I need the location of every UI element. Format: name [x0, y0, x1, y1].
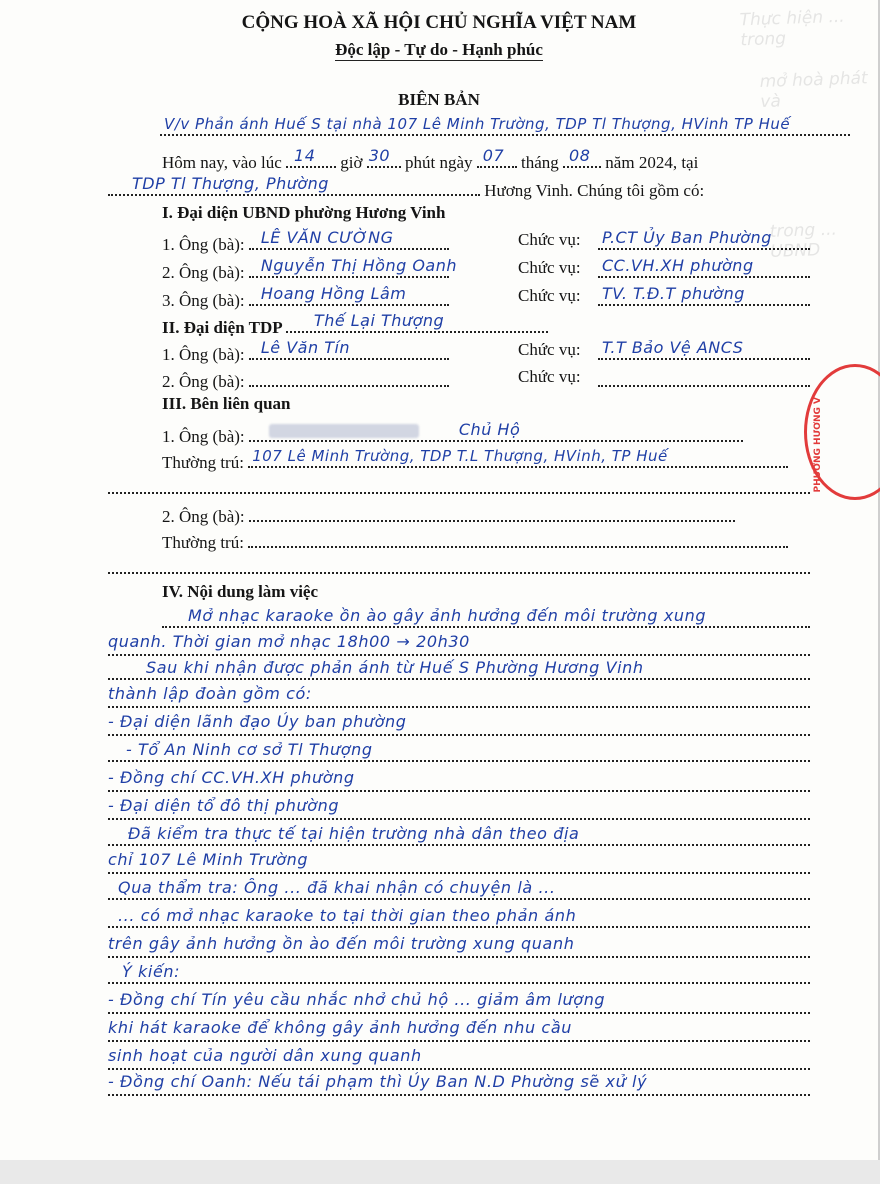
motto: [0, 40, 878, 60]
name-value: Lê Văn Tín: [260, 338, 351, 357]
day-label: tháng: [521, 153, 559, 172]
subject-text: V/v Phản ánh Huế S tại nhà 107 Lê Minh Trường, TDP Tl Thượng, HVinh TP Huế: [164, 115, 791, 133]
section-1-heading: I. Đại diện UBND phường Hương Vinh: [162, 203, 446, 222]
content-line-14: Ý kiến:: [108, 962, 810, 984]
day-field: [477, 148, 517, 168]
subject-field: [160, 116, 850, 136]
section-2-row-2: [162, 367, 812, 392]
party-1-name-suffix: Chủ Hộ: [458, 420, 521, 439]
country-heading: CỘNG HOÀ XÃ HỘI CHỦ NGHĨA VIỆT NAM: [241, 12, 637, 33]
content-line-13: trên gây ảnh hưởng ồn ào đến môi trường xung quanh: [108, 934, 810, 958]
day-value: 07: [482, 146, 505, 165]
hour-field: [286, 148, 336, 168]
month-value: 08: [569, 146, 591, 165]
party-2-address-row: [162, 528, 812, 553]
content-line-16: khi hát karaoke để không gây ảnh hưởng đến nhu cầu: [108, 1018, 810, 1042]
content-line-2: quanh. Thời gian mở nhạc 18h00 → 20h30: [108, 632, 810, 656]
row-prefix: 3. Ông (bà):: [162, 291, 245, 310]
content-line-3: Sau khi nhận được phản ánh từ Huế S Phường Hương Vinh: [108, 658, 810, 680]
name-field: [249, 367, 449, 387]
blank-line: [108, 554, 880, 579]
section-2-heading-text: II. Đại diện TDP: [162, 318, 282, 337]
section-2-row-1: [162, 340, 812, 365]
role-field: [598, 340, 810, 360]
role-field: [598, 286, 810, 306]
role-value: P.CT Ủy Ban Phường: [602, 228, 772, 247]
name-value: LÊ VĂN CƯỜNG: [260, 228, 394, 247]
section-3-heading: III. Bên liên quan: [162, 394, 291, 413]
document-title: BIÊN BẢN: [398, 90, 480, 109]
minute-value: 30: [368, 146, 391, 165]
section-2-heading: [162, 313, 880, 338]
redacted-name: [269, 424, 419, 438]
section-1-row-2: [162, 258, 812, 283]
party-1-name-field: [249, 422, 743, 442]
content-line-15: - Đồng chí Tín yêu cầu nhắc nhở chủ hộ ... giảm âm lượng: [108, 990, 810, 1014]
content-line-1: Mở nhạc karaoke ồn ào gây ảnh hưởng đến môi trường xung: [162, 606, 810, 628]
address-label: Thường trú:: [162, 453, 244, 472]
name-value: Hoang Hồng Lâm: [260, 284, 407, 303]
party-1-row: [162, 422, 782, 447]
blank-line: [108, 474, 880, 499]
place-value: TDP Tl Thượng, Phường: [132, 174, 329, 193]
tdp-field: [286, 313, 548, 333]
row-prefix: 1. Ông (bà):: [162, 345, 245, 364]
role-label: Chức vụ:: [518, 340, 581, 359]
party-2-row: [162, 502, 812, 527]
content-line-7: - Đồng chí CC.VH.XH phường: [108, 768, 810, 792]
section-4-heading: IV. Nội dung làm việc: [162, 582, 319, 601]
hour-label: giờ: [340, 153, 363, 172]
dotted-line: [108, 474, 810, 494]
party-1-address: 107 Lê Minh Trường, TDP T.L Thượng, HVinh, TP Huế: [252, 447, 668, 465]
name-field: [249, 340, 449, 360]
official-seal: [804, 364, 880, 500]
bleed-through-text: mở hoà phát và: [759, 68, 868, 113]
section-1-row-3: [162, 286, 812, 311]
content-line-5: - Đại diện lãnh đạo Ủy ban phường: [108, 712, 810, 736]
role-label: Chức vụ:: [518, 230, 581, 249]
row-prefix: 1. Ông (bà):: [162, 235, 245, 254]
place-field: [108, 176, 480, 196]
party-2-address-field: [248, 528, 788, 548]
row-prefix: 2. Ông (bà):: [162, 507, 245, 526]
role-field: [598, 367, 810, 387]
content-line-4: thành lập đoàn gồm có:: [108, 684, 810, 708]
row-prefix: 2. Ông (bà):: [162, 372, 245, 391]
month-field: [563, 148, 601, 168]
name-value: Nguyễn Thị Hồng Oanh: [260, 256, 458, 275]
role-label: Chức vụ:: [518, 286, 581, 305]
content-line-10: chỉ 107 Lê Minh Trường: [108, 850, 810, 874]
tdp-value: Thế Lại Thượng: [313, 311, 445, 330]
party-2-name-field: [249, 502, 735, 522]
row-prefix: 2. Ông (bà):: [162, 263, 245, 282]
intro-line-1: [162, 148, 832, 173]
content-line-12: ... có mở nhạc karaoke to tại thời gian theo phản ánh: [108, 906, 810, 928]
content-line-9: Đã kiểm tra thực tế tại hiện trường nhà dân theo địa: [108, 824, 810, 846]
dotted-line: [108, 554, 810, 574]
role-value: T.T Bảo Vệ ANCS: [602, 338, 744, 357]
content-line-18: - Đồng chí Oanh: Nếu tái phạm thì Ủy Ban N.D Phường sẽ xử lý: [108, 1072, 810, 1096]
content-line-8: - Đại diện tổ đô thị phường: [108, 796, 810, 820]
role-field: [598, 258, 810, 278]
motto-text: Độc lập - Tự do - Hạnh phúc: [335, 40, 543, 59]
name-field: [249, 256, 458, 278]
role-label: Chức vụ:: [518, 367, 581, 386]
role-label: Chức vụ:: [518, 258, 581, 277]
intro-lead: Hôm nay, vào lúc: [162, 153, 282, 172]
intro-line-2: [108, 176, 778, 201]
content-line-11: Qua thẩm tra: Ông ... đã khai nhận có chuyện là ...: [108, 878, 810, 900]
seal-text: PHƯỜNG HƯƠNG V: [813, 397, 823, 493]
role-value: CC.VH.XH phường: [602, 256, 754, 275]
name-field: [249, 286, 449, 306]
address-label: Thường trú:: [162, 533, 244, 552]
role-field: [598, 230, 810, 250]
section-1-row-1: [162, 230, 812, 255]
role-value: TV. T.Đ.T phường: [602, 284, 745, 303]
minute-label: phút ngày: [404, 153, 473, 172]
row-prefix: 1. Ông (bà):: [162, 427, 245, 446]
bleed-through-text: trong ... UBND: [769, 219, 838, 262]
place-suffix: Hương Vinh. Chúng tôi gồm có:: [484, 181, 705, 200]
hour-value: 14: [294, 146, 316, 165]
year-label: năm 2024, tại: [605, 153, 699, 172]
party-1-address-field: [248, 448, 788, 468]
bleed-through-text: Thực hiện ... trong: [739, 6, 846, 51]
content-line-17: sinh hoạt của người dân xung quanh: [108, 1046, 810, 1070]
subject-line: [160, 116, 850, 141]
minute-field: [367, 148, 401, 168]
name-field: [249, 230, 449, 250]
party-1-address-row: [162, 448, 812, 473]
content-line-6: - Tổ An Ninh cơ sở Tl Thượng: [108, 740, 810, 762]
